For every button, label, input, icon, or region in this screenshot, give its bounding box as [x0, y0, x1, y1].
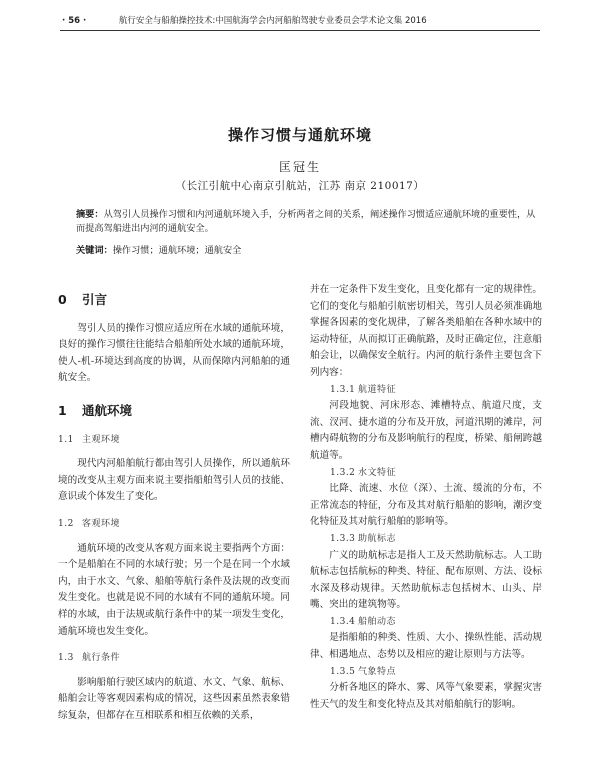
paragraph: 河段地貌、河床形态、滩槽特点、航道尺度，支流、汊河、捷水道的分布及开放，河道汛期的滩岸，河槽内碍航物的分布及影响航行的程度，桥梁、船闸跨越航道等。	[310, 400, 542, 461]
subsection-heading: 1.3.3 助航标志	[330, 533, 397, 544]
subsection-heading: 1.2 客观环境	[58, 518, 121, 529]
subsection-heading: 1.3.1 航道特征	[330, 384, 397, 395]
subsection-heading: 1.3 航行条件	[58, 653, 121, 664]
abstract	[76, 208, 536, 236]
header-rule	[60, 30, 540, 31]
keywords-text: 操作习惯；通航环境；通航安全	[112, 245, 242, 256]
section-heading: 1 通航环境	[58, 402, 133, 418]
keywords	[76, 244, 536, 258]
right-column	[310, 282, 542, 713]
article-title: 操作习惯与通航环境	[227, 126, 372, 144]
subsection-heading: 1.3.5 气象特点	[330, 666, 397, 677]
paragraph: 影响船舶行驶区域内的航道、水文、气象、航标、船舶会让等客观因素构成的情况，这些因素虽然表象错综复杂，但都存在互相联系和相互依赖的关系，	[58, 676, 290, 721]
paragraph: 并在一定条件下发生变化，且变化都有一定的规律性。它们的变化与船舶引航密切相关，驾引人员必须准确地掌握各因素的变化规律，了解各类船舶在各种水域中的运动特征，从而拟订正确航路，及时正确定位，注意船舶会让，以确保安全航行。内河的航行条件主要包含下列内容：	[310, 284, 542, 378]
paragraph: 是指船舶的种类、性质、大小、操纵性能、活动规律、相遇地点、态势以及相应的避让原则与方法等。	[310, 632, 542, 661]
abstract-label: 摘要：	[76, 209, 104, 220]
paragraph: 分析各地区的降水、雾、风等气象要素，掌握灾害性天气的发生和变化特点及其对船舶航行的影响。	[310, 682, 542, 710]
author-affiliation: （长江引航中心南京引航站，江苏 南京 210017）	[175, 180, 425, 192]
section-heading: 0 引言	[58, 292, 108, 307]
subsection-heading: 1.1 主观环境	[58, 434, 121, 445]
page-number: · 56 ·	[62, 16, 87, 26]
running-header	[62, 14, 542, 26]
subsection-heading: 1.3.2 水文特征	[330, 467, 397, 478]
running-title: 航行安全与船舶操控技术:中国航海学会内河船舶驾驶专业委员会学术论文集 2016	[118, 16, 427, 26]
paragraph: 驾引人员的操作习惯应适应所在水域的通航环境，良好的操作习惯往往能结合船舶所处水域的通航环境，使人-机-环境达到高度的协调，从而保障内河船舶的通航安全。	[58, 322, 290, 384]
subsection-heading: 1.3.4 船舶动态	[330, 616, 397, 627]
paragraph: 广义的助航标志是指人工及天然助航标志。人工助航标志包括航标的种类、特征、配布原则、方法、设标水深及移动规律。天然助航标志包括树木、山头、岸嘴、突出的建筑物等。	[310, 549, 542, 611]
paragraph: 比降、流速、水位（深）、土流、缓流的分布，不正常流态的特征，分布及其对航行船舶的影响，潮汐变化特征及其对航行船舶的影响等。	[310, 483, 542, 528]
abstract-text: 从驾引人员操作习惯和内河通航环境入手，分析两者之间的关系，阐述操作习惯适应通航环境的重要性，从而提高驾船进出内河的通航安全。	[76, 209, 536, 234]
paragraph: 通航环境的改变从客观方面来说主要指两个方面：一个是船舶在不同的水域行驶；另一个是在同一个水域内，由于水文、气象、船舶等航行条件及法规的改变而发生变化。也就是说不同的水域有不同的通航环境。同样的水域，由于法规或航行条件中的某一项发生变化，通航环境也发生变化。	[58, 542, 290, 637]
paragraph: 现代内河船舶航行都由驾引人员操作，所以通航环境的改变从主观方面来说主要指船舶驾引人员的技能、意识或个体发生了变化。	[58, 458, 290, 503]
author-name: 匡冠生	[278, 160, 321, 174]
keywords-label: 关键词：	[76, 245, 113, 256]
left-column	[58, 282, 290, 724]
